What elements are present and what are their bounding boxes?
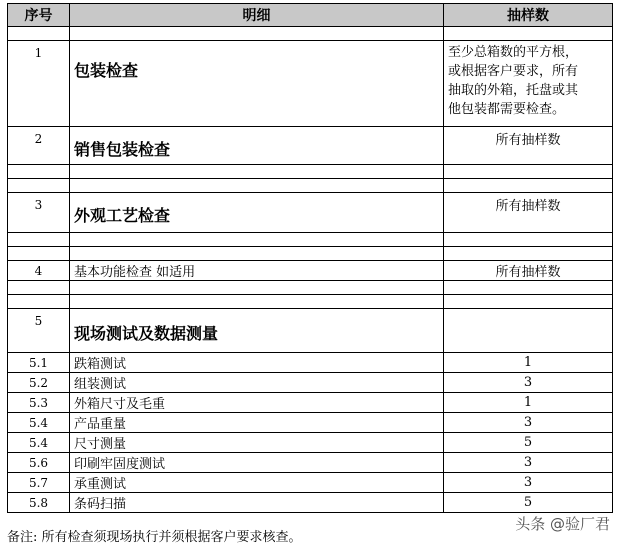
section-title: 包装检查 [74, 61, 139, 80]
subitem-sample: 5 [444, 493, 613, 513]
subitem-row [8, 493, 613, 513]
section-detail [70, 309, 444, 353]
footnote: 备注: 所有检查须现场执行并须根据客户要求核查。 [7, 530, 302, 545]
subitem-row [8, 353, 613, 373]
subitem-detail: 尺寸测量 [70, 433, 444, 453]
section-title: 现场测试及数据测量 [74, 324, 219, 343]
section-number: 2 [8, 127, 70, 165]
subitem-sample: 1 [444, 353, 613, 373]
subitem-detail: 条码扫描 [70, 493, 444, 513]
subitem-detail: 跌箱测试 [70, 353, 444, 373]
subitem-number: 5.7 [8, 473, 70, 493]
subitem-detail: 组装测试 [70, 373, 444, 393]
section-sample: 所有抽样数 [444, 261, 613, 281]
subitem-detail: 外箱尺寸及毛重 [70, 393, 444, 413]
section-number: 5 [8, 309, 70, 353]
section-detail [70, 193, 444, 233]
section-number: 1 [8, 41, 70, 127]
subitem-row [8, 373, 613, 393]
subitem-detail: 承重测试 [70, 473, 444, 493]
subitem-sample: 1 [444, 393, 613, 413]
section-sample [444, 41, 613, 127]
section-row-2 [8, 127, 613, 165]
sample-line: 或根据客户要求，所有 [448, 64, 579, 79]
section-sample: 所有抽样数 [444, 127, 613, 165]
section-row-3 [8, 193, 613, 233]
header-seq: 序号 [8, 4, 70, 27]
sample-line: 至少总箱数的平方根， [448, 45, 579, 60]
header-row [8, 4, 613, 27]
subitem-row [8, 433, 613, 453]
subitem-number: 5.6 [8, 453, 70, 473]
subitem-number: 5.4 [8, 433, 70, 453]
blank-row [8, 233, 613, 247]
blank-row [8, 295, 613, 309]
subitem-sample: 3 [444, 373, 613, 393]
section-sample [444, 309, 613, 353]
subitem-sample: 3 [444, 453, 613, 473]
section-row-1 [8, 41, 613, 127]
subitem-sample: 3 [444, 473, 613, 493]
subitem-number: 5.2 [8, 373, 70, 393]
subitem-sample: 5 [444, 433, 613, 453]
subitem-detail: 产品重量 [70, 413, 444, 433]
section-row-4 [8, 261, 613, 281]
section-detail [70, 41, 444, 127]
blank-row [8, 247, 613, 261]
watermark: 头条 @验厂君 [515, 515, 610, 533]
section-title: 外观工艺检查 [74, 206, 171, 225]
section-title: 销售包装检查 [74, 140, 171, 159]
subitem-row [8, 473, 613, 493]
section-number: 3 [8, 193, 70, 233]
section-detail [70, 127, 444, 165]
section-detail: 基本功能检查 如适用 [70, 261, 444, 281]
sample-line: 抽取的外箱，托盘或其 [448, 83, 579, 98]
subitem-number: 5.4 [8, 413, 70, 433]
section-row-5 [8, 309, 613, 353]
subitem-row [8, 393, 613, 413]
subitem-number: 5.1 [8, 353, 70, 373]
blank-row [8, 179, 613, 193]
subitem-row [8, 453, 613, 473]
subitem-number: 5.3 [8, 393, 70, 413]
section-number: 4 [8, 261, 70, 281]
blank-row [8, 281, 613, 295]
blank-row [8, 27, 613, 41]
blank-row [8, 165, 613, 179]
subitem-detail: 印刷牢固度测试 [70, 453, 444, 473]
sample-line: 他包装都需要检查。 [448, 102, 566, 117]
header-detail: 明细 [70, 4, 444, 27]
header-sample: 抽样数 [444, 4, 613, 27]
subitem-row [8, 413, 613, 433]
subitem-number: 5.8 [8, 493, 70, 513]
inspection-table [7, 3, 613, 513]
subitem-sample: 3 [444, 413, 613, 433]
section-sample: 所有抽样数 [444, 193, 613, 233]
